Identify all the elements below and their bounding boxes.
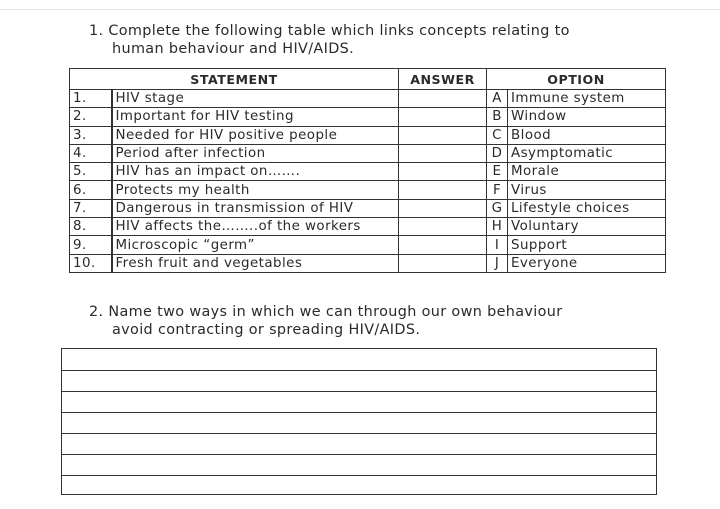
answer-cell[interactable]	[399, 144, 487, 162]
answer-header: ANSWER	[399, 69, 487, 90]
option-cell: Virus	[508, 181, 666, 199]
statement-cell: Important for HIV testing	[112, 108, 399, 126]
row-number: 10.	[70, 254, 112, 272]
row-number: 6.	[70, 181, 112, 199]
table-row	[70, 144, 666, 162]
option-cell: Window	[508, 108, 666, 126]
answer-cell[interactable]	[399, 218, 487, 236]
statement-cell: Period after infection	[112, 144, 399, 162]
table-header-row	[70, 69, 666, 90]
table-row	[70, 254, 666, 272]
question-1-number: 1.	[89, 23, 104, 39]
option-cell: Morale	[508, 163, 666, 181]
answer-cell[interactable]	[399, 126, 487, 144]
table-row	[70, 126, 666, 144]
option-cell: Asymptomatic	[508, 144, 666, 162]
option-letter: J	[487, 254, 508, 272]
answer-cell[interactable]	[399, 90, 487, 108]
option-letter: E	[487, 163, 508, 181]
table-row	[70, 163, 666, 181]
answer-cell[interactable]	[399, 163, 487, 181]
statement-cell: Fresh fruit and vegetables	[112, 254, 399, 272]
page-top-edge	[0, 0, 720, 10]
answer-cell[interactable]	[399, 181, 487, 199]
statement-cell: HIV affects the……..of the workers	[112, 218, 399, 236]
table-row	[70, 108, 666, 126]
statement-cell: HIV has an impact on…….	[112, 163, 399, 181]
table-row	[70, 199, 666, 217]
answer-line[interactable]	[62, 370, 656, 371]
row-number: 1.	[70, 90, 112, 108]
answer-cell[interactable]	[399, 236, 487, 254]
answer-cell[interactable]	[399, 108, 487, 126]
option-letter: D	[487, 144, 508, 162]
row-number: 2.	[70, 108, 112, 126]
statement-cell: Needed for HIV positive people	[112, 126, 399, 144]
option-letter: C	[487, 126, 508, 144]
answer-cell[interactable]	[399, 199, 487, 217]
table-row	[70, 181, 666, 199]
question-2-number: 2.	[89, 304, 104, 320]
row-number: 7.	[70, 199, 112, 217]
option-letter: F	[487, 181, 508, 199]
question-2	[89, 303, 563, 339]
matching-table	[69, 68, 666, 273]
statement-cell: HIV stage	[112, 90, 399, 108]
row-number: 3.	[70, 126, 112, 144]
option-cell: Immune system	[508, 90, 666, 108]
question-2-line-1: Name two ways in which we can through our own behaviour	[108, 304, 563, 320]
option-letter: H	[487, 218, 508, 236]
question-1	[89, 22, 570, 58]
question-2-line-2: avoid contracting or spreading HIV/AIDS.	[112, 322, 421, 338]
question-1-line-2: human behaviour and HIV/AIDS.	[112, 41, 355, 57]
option-letter: G	[487, 199, 508, 217]
option-letter: A	[487, 90, 508, 108]
option-cell: Support	[508, 236, 666, 254]
answer-line[interactable]	[62, 475, 656, 476]
option-cell: Everyone	[508, 254, 666, 272]
answer-lines-box[interactable]	[61, 348, 657, 495]
row-number: 4.	[70, 144, 112, 162]
answer-cell[interactable]	[399, 254, 487, 272]
option-cell: Lifestyle choices	[508, 199, 666, 217]
answer-line[interactable]	[62, 433, 656, 434]
row-number: 8.	[70, 218, 112, 236]
statement-cell: Dangerous in transmission of HIV	[112, 199, 399, 217]
option-letter: I	[487, 236, 508, 254]
answer-line[interactable]	[62, 412, 656, 413]
option-header: OPTION	[487, 69, 666, 90]
question-1-line-1: Complete the following table which links concepts relating to	[108, 23, 570, 39]
row-number: 9.	[70, 236, 112, 254]
statement-cell: Protects my health	[112, 181, 399, 199]
statement-header: STATEMENT	[70, 69, 399, 90]
table-row	[70, 90, 666, 108]
option-cell: Voluntary	[508, 218, 666, 236]
answer-line[interactable]	[62, 454, 656, 455]
option-cell: Blood	[508, 126, 666, 144]
statement-cell: Microscopic “germ”	[112, 236, 399, 254]
option-letter: B	[487, 108, 508, 126]
answer-line[interactable]	[62, 391, 656, 392]
table-row	[70, 218, 666, 236]
table-row	[70, 236, 666, 254]
row-number: 5.	[70, 163, 112, 181]
